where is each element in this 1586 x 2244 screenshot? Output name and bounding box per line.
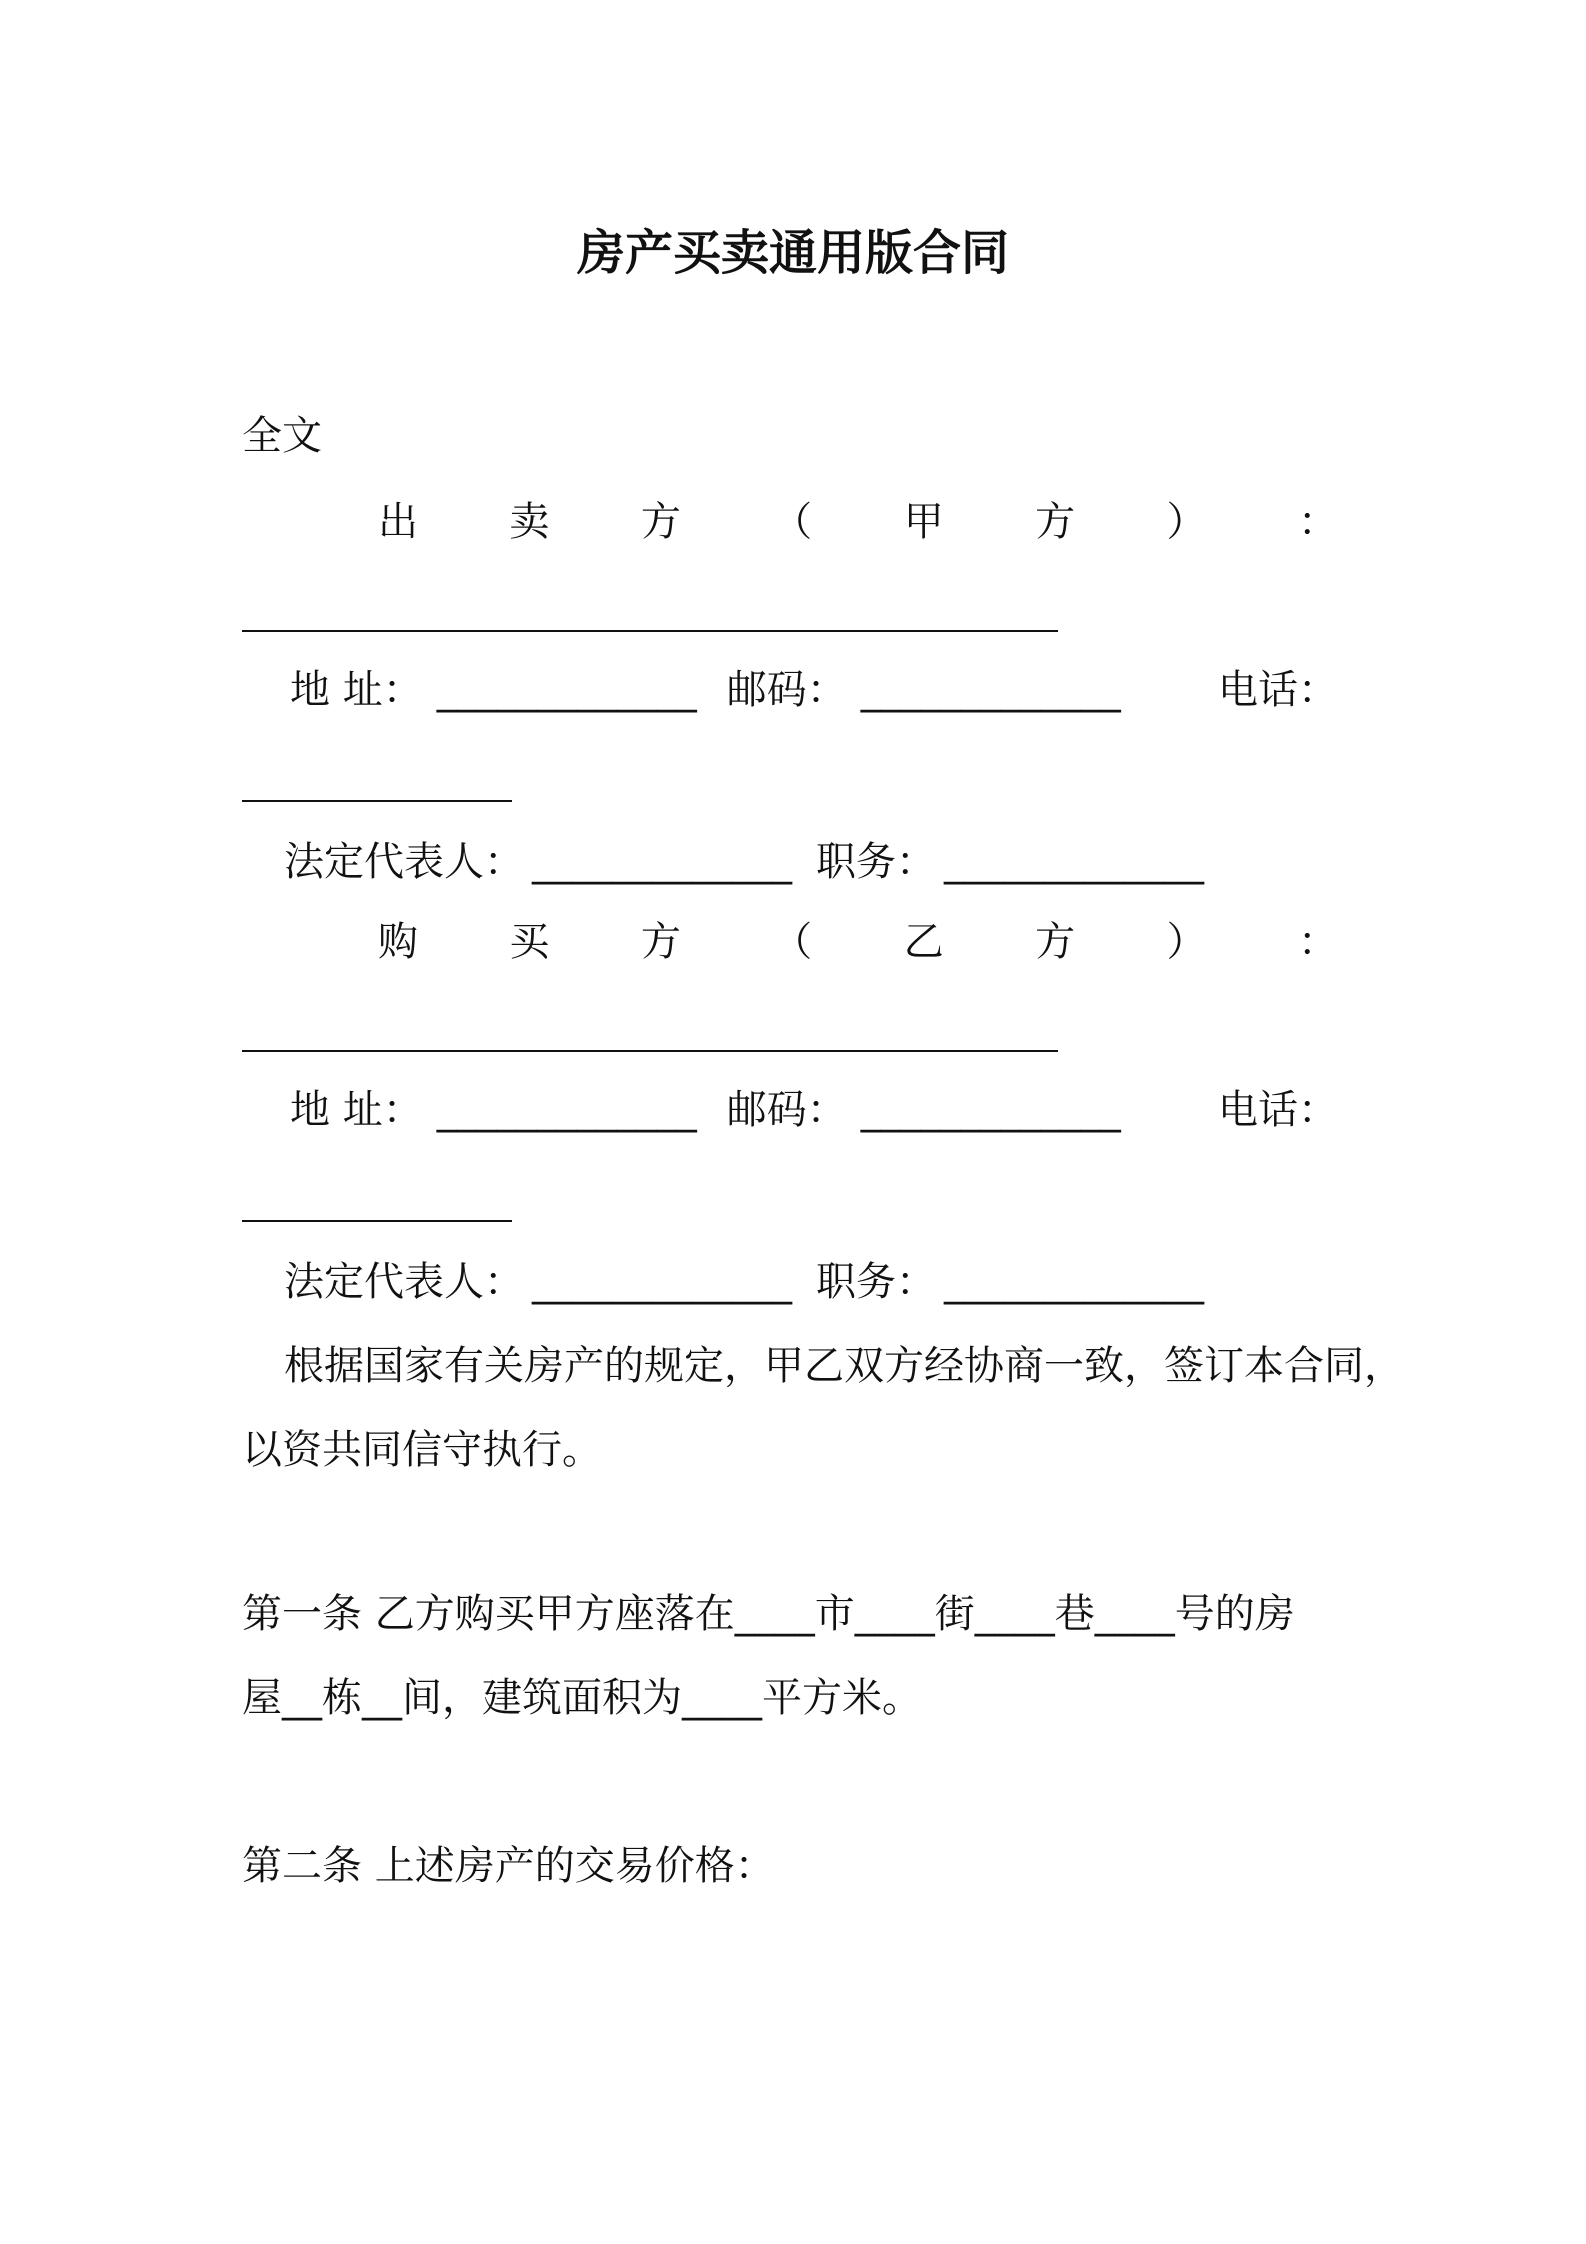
seller-header-char: 出 (378, 499, 418, 545)
seller-header-char: 甲 (903, 499, 944, 545)
seller-phone-blank[interactable] (242, 800, 512, 802)
article-1-line-2: 屋__栋__间，建筑面积为____平方米。 (242, 1675, 922, 1721)
seller-phone-label: 电话： (1218, 667, 1338, 713)
buyer-header-char: ） (1166, 919, 1207, 965)
buyer-postcode-label: 邮码： (726, 1087, 847, 1133)
seller-address-label: 地 址： (290, 667, 423, 713)
intro-paragraph-line-1: 根据国家有关房产的规定，甲乙双方经协商一致，签订本合同， (284, 1343, 1404, 1389)
buyer-address-blank[interactable]: _____________ (436, 1087, 697, 1133)
buyer-address-label: 地 址： (290, 1087, 423, 1133)
seller-position-blank[interactable]: _____________ (944, 839, 1204, 885)
buyer-header-char: 乙 (903, 919, 944, 965)
buyer-header-char: （ (772, 919, 813, 965)
seller-contact-row (242, 660, 1338, 720)
seller-header-char: ） (1166, 499, 1207, 545)
seller-name-blank[interactable] (242, 630, 1058, 632)
section-label: 全文 (242, 413, 322, 459)
seller-header-char: ： (1297, 499, 1338, 545)
seller-position-label: 职务： (816, 839, 936, 885)
buyer-header-char: 方 (1035, 919, 1076, 965)
seller-postcode-blank[interactable]: _____________ (860, 667, 1121, 713)
seller-rep-label: 法定代表人： (284, 839, 524, 885)
buyer-header-char: 购 (378, 919, 418, 965)
page-title: 房产买卖通用版合同 (576, 225, 1009, 281)
buyer-contact-row (242, 1080, 1338, 1140)
buyer-header-char: 买 (509, 919, 550, 965)
buyer-header (242, 912, 1338, 972)
article-1-line-1: 第一条 乙方购买甲方座落在____市____街____巷____号的房 (242, 1591, 1295, 1637)
intro-paragraph-line-2: 以资共同信守执行。 (242, 1427, 602, 1473)
seller-header-char: （ (772, 499, 813, 545)
buyer-phone-blank[interactable] (242, 1220, 512, 1222)
buyer-position-label: 职务： (816, 1259, 936, 1305)
seller-rep-blank[interactable]: _____________ (532, 839, 792, 885)
seller-header-char: 方 (1035, 499, 1076, 545)
buyer-position-blank[interactable]: _____________ (944, 1259, 1204, 1305)
seller-rep-row (242, 832, 1338, 892)
buyer-phone-label: 电话： (1218, 1087, 1338, 1133)
buyer-header-char: ： (1297, 919, 1338, 965)
buyer-rep-blank[interactable]: _____________ (532, 1259, 792, 1305)
seller-address-blank[interactable]: _____________ (436, 667, 697, 713)
buyer-rep-label: 法定代表人： (284, 1259, 524, 1305)
seller-postcode-label: 邮码： (726, 667, 847, 713)
seller-header-char: 卖 (509, 499, 550, 545)
buyer-postcode-blank[interactable]: _____________ (860, 1087, 1121, 1133)
seller-header-char: 方 (640, 499, 681, 545)
buyer-header-char: 方 (640, 919, 681, 965)
article-2: 第二条 上述房产的交易价格： (242, 1843, 775, 1889)
seller-header (242, 492, 1338, 552)
buyer-name-blank[interactable] (242, 1050, 1058, 1052)
buyer-rep-row (242, 1252, 1338, 1312)
